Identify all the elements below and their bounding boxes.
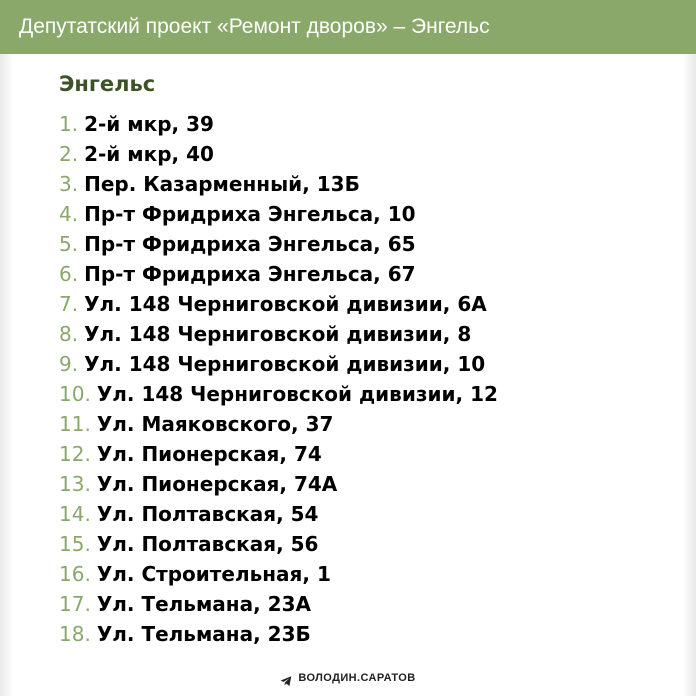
item-number: 9. — [59, 352, 79, 376]
item-number: 13. — [59, 472, 91, 496]
right-edge-shade — [682, 54, 696, 696]
footer — [0, 668, 696, 688]
telegram-icon — [280, 672, 292, 684]
list-item — [59, 229, 498, 259]
list-item — [59, 109, 498, 139]
item-number: 10. — [59, 382, 91, 406]
list-item — [59, 409, 498, 439]
list-item — [59, 289, 498, 319]
list-item — [59, 319, 498, 349]
list-item — [59, 259, 498, 289]
item-number: 18. — [59, 622, 91, 646]
item-number: 12. — [59, 442, 91, 466]
item-number: 14. — [59, 502, 91, 526]
item-address: Ул. Тельмана, 23Б — [96, 622, 311, 646]
item-address: Ул. 148 Черниговской дивизии, 10 — [84, 352, 486, 376]
item-address: Ул. 148 Черниговской дивизии, 8 — [84, 322, 472, 346]
item-number: 7. — [59, 292, 79, 316]
item-number: 6. — [59, 262, 79, 286]
address-list — [59, 109, 498, 649]
item-address: Пр-т Фридриха Энгельса, 67 — [84, 262, 416, 286]
item-address: Ул. Пионерская, 74А — [96, 472, 338, 496]
item-number: 4. — [59, 202, 79, 226]
footer-brand: ВОЛОДИН.САРАТОВ — [298, 672, 416, 684]
item-number: 5. — [59, 232, 79, 256]
item-number: 2. — [59, 142, 79, 166]
item-address: Ул. Маяковского, 37 — [96, 412, 334, 436]
item-number: 16. — [59, 562, 91, 586]
item-number: 3. — [59, 172, 79, 196]
item-address: Ул. 148 Черниговской дивизии, 12 — [96, 382, 498, 406]
list-item — [59, 589, 498, 619]
list-item — [59, 439, 498, 469]
item-address: Ул. Строительная, 1 — [96, 562, 331, 586]
header-bar — [0, 0, 696, 54]
list-item — [59, 169, 498, 199]
list-item — [59, 199, 498, 229]
item-address: Ул. Полтавская, 54 — [96, 502, 319, 526]
header-title: Депутатский проект «Ремонт дворов» – Энгельс — [19, 15, 490, 38]
list-item — [59, 469, 498, 499]
list-item — [59, 139, 498, 169]
item-address: Ул. Полтавская, 56 — [96, 532, 319, 556]
item-number: 17. — [59, 592, 91, 616]
item-address: Пр-т Фридриха Энгельса, 10 — [84, 202, 416, 226]
list-item — [59, 559, 498, 589]
section-title: Энгельс — [59, 72, 156, 96]
item-address: Ул. Пионерская, 74 — [96, 442, 322, 466]
list-item — [59, 529, 498, 559]
item-address: Пр-т Фридриха Энгельса, 65 — [84, 232, 416, 256]
item-address: 2-й мкр, 40 — [84, 142, 214, 166]
item-address: Ул. 148 Черниговской дивизии, 6А — [84, 292, 487, 316]
list-item — [59, 499, 498, 529]
item-number: 11. — [59, 412, 91, 436]
list-item — [59, 349, 498, 379]
item-address: Пер. Казарменный, 13Б — [84, 172, 360, 196]
item-number: 15. — [59, 532, 91, 556]
item-number: 8. — [59, 322, 79, 346]
item-number: 1. — [59, 112, 79, 136]
item-address: Ул. Тельмана, 23А — [96, 592, 311, 616]
item-address: 2-й мкр, 39 — [84, 112, 214, 136]
list-item — [59, 619, 498, 649]
left-edge-shade — [0, 54, 14, 696]
list-item — [59, 379, 498, 409]
